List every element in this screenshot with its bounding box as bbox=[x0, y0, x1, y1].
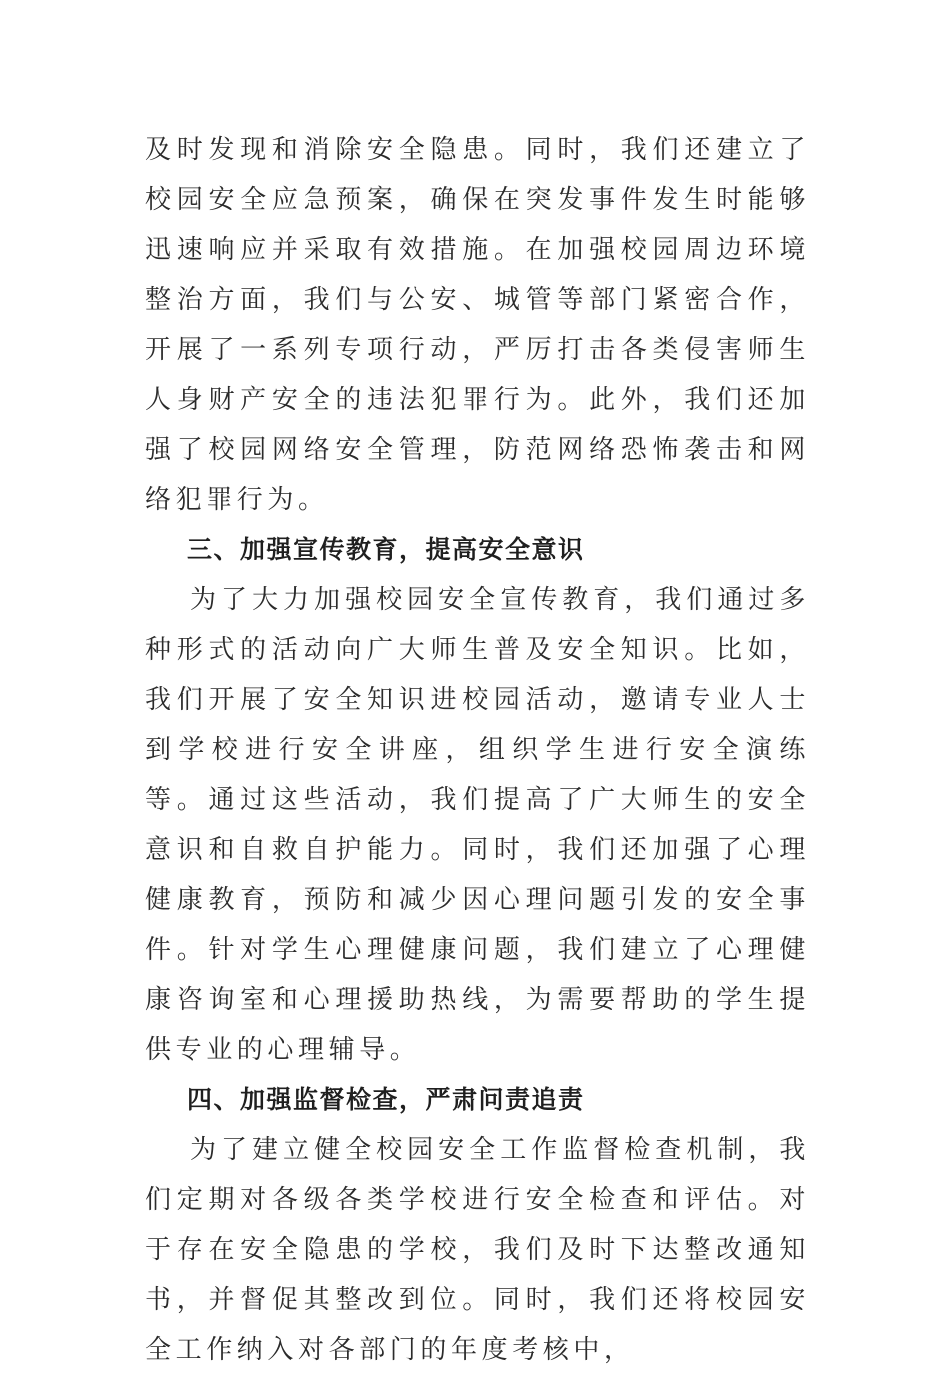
paragraph-continuation: 及时发现和消除安全隐患。同时，我们还建立了校园安全应急预案，确保在突发事件发生时能够迅速响应并采取有效措施。在加强校园周边环境整治方面，我们与公安、城管等部门紧密合作，开展了一系列专项行动，严厉打击各类侵害师生人身财产安全的违法犯罪行为。此外，我们还加强了校园网络安全管理，防范网络恐怖袭击和网络犯罪行为。 bbox=[145, 135, 810, 515]
section-heading-supervision-inspection: 四、加强监督检查，严肃问责追责 bbox=[187, 1085, 585, 1114]
document-page bbox=[145, 125, 810, 1375]
paragraph-publicity-education: 为了大力加强校园安全宣传教育，我们通过多种形式的活动向广大师生普及安全知识。比如，我们开展了安全知识进校园活动，邀请专业人士到学校进行安全讲座，组织学生进行安全演练等。通过这些活动，我们提高了广大师生的安全意识和自救自护能力。同时，我们还加强了心理健康教育，预防和减少因心理问题引发的安全事件。针对学生心理健康问题，我们建立了心理健康咨询室和心理援助热线，为需要帮助的学生提供专业的心理辅导。 bbox=[145, 585, 810, 1065]
section-heading-publicity-education: 三、加强宣传教育，提高安全意识 bbox=[187, 535, 585, 564]
paragraph-supervision-inspection: 为了建立健全校园安全工作监督检查机制，我们定期对各级各类学校进行安全检查和评估。对于存在安全隐患的学校，我们及时下达整改通知书，并督促其整改到位。同时，我们还将校园安全工作纳入对各部门的年度考核中， bbox=[145, 1135, 810, 1365]
